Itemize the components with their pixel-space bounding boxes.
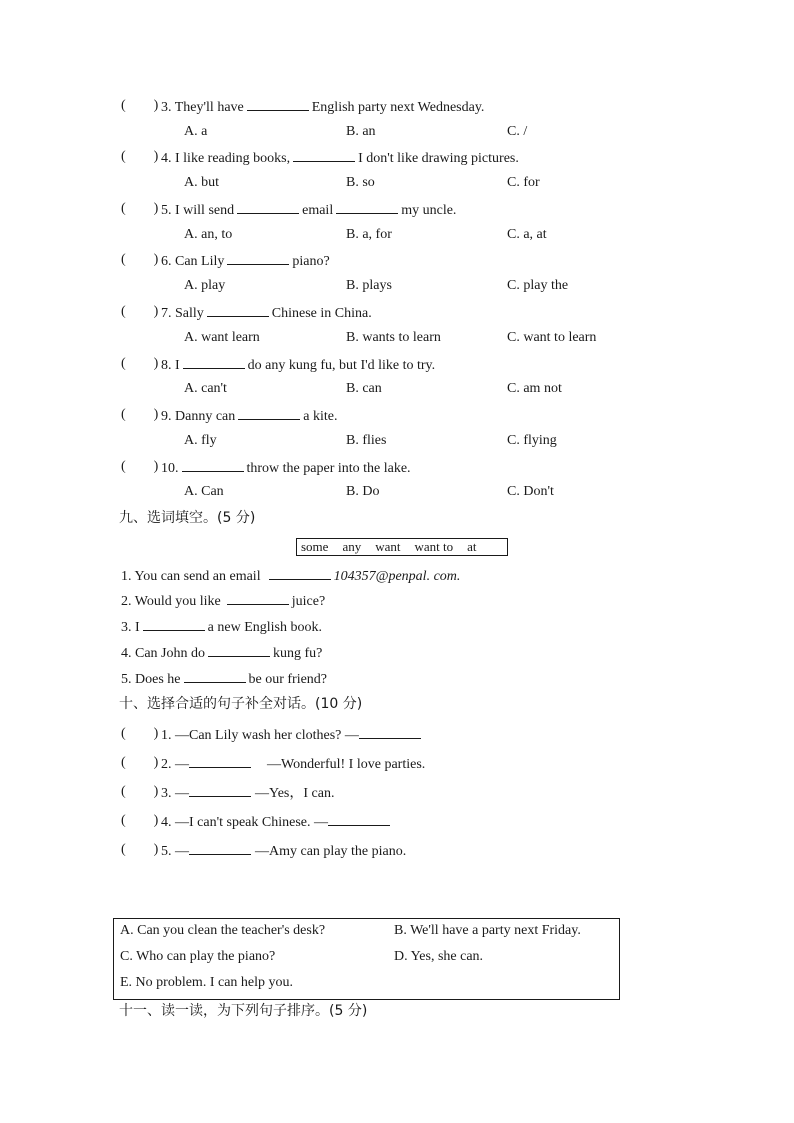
dialogue-item-1 <box>121 726 681 742</box>
question-5 <box>121 201 681 217</box>
word-bank-item: at <box>467 539 477 554</box>
answer-paren[interactable]: ( ) <box>121 201 159 216</box>
answer-blank[interactable] <box>189 842 251 855</box>
fill-item-2 <box>121 592 325 610</box>
option-c: C. a, at <box>507 227 547 242</box>
question-text: 4. I like reading books, <box>161 151 291 166</box>
dialogue-item-4 <box>121 813 681 829</box>
option-a: A. an, to <box>184 227 233 242</box>
answer-blank[interactable] <box>189 784 251 797</box>
answer-paren[interactable]: ( ) <box>121 304 159 319</box>
question-4 <box>121 149 681 165</box>
option-c: C. / <box>507 124 528 139</box>
answer-paren[interactable]: ( ) <box>121 755 159 770</box>
option-b: B. flies <box>346 433 387 448</box>
answer-blank[interactable] <box>189 755 251 768</box>
question-text: 10. <box>161 461 179 476</box>
word-bank-item: want to <box>414 539 454 554</box>
fill-item-tail: juice? <box>291 594 326 609</box>
answer-paren[interactable]: ( ) <box>121 356 159 371</box>
fill-item-text: 5. Does he <box>121 672 181 687</box>
option-a: A. a <box>184 124 208 139</box>
question-8 <box>121 356 681 372</box>
choice-d: D. Yes, she can. <box>394 949 484 964</box>
question-text-tail: piano? <box>292 254 330 269</box>
answer-blank[interactable] <box>269 567 331 580</box>
section-9-title: 九、选词填空。(5 分) <box>119 510 256 526</box>
option-a: A. can't <box>184 381 227 396</box>
answer-paren[interactable]: ( ) <box>121 726 159 741</box>
word-bank-item: want <box>375 539 401 554</box>
fill-item-tail: kung fu? <box>273 646 323 661</box>
fill-item-1 <box>121 567 460 585</box>
option-b: B. an <box>346 124 376 139</box>
option-b: B. Do <box>346 484 380 499</box>
fill-item-tail: a new English book. <box>207 620 322 635</box>
answer-blank[interactable] <box>184 670 246 683</box>
question-7 <box>121 304 681 320</box>
answer-paren[interactable]: ( ) <box>121 252 159 267</box>
option-c: C. Don't <box>507 484 554 499</box>
option-b: B. a, for <box>346 227 392 242</box>
question-text-tail: Chinese in China. <box>271 306 372 321</box>
choice-c: C. Who can play the piano? <box>120 949 276 964</box>
fill-item-tail: be our friend? <box>248 672 328 687</box>
option-a: A. but <box>184 175 219 190</box>
option-a: A. Can <box>184 484 224 499</box>
fill-item-3 <box>121 618 322 636</box>
dialogue-text: 4. —I can't speak Chinese. — <box>161 815 328 830</box>
choice-b: B. We'll have a party next Friday. <box>394 923 581 938</box>
answer-blank[interactable] <box>183 356 245 369</box>
fill-item-tail: 104357@penpal. com. <box>333 569 461 584</box>
option-c: C. am not <box>507 381 562 396</box>
question-text-tail: my uncle. <box>401 203 457 218</box>
fill-item-text: 3. I <box>121 620 140 635</box>
answer-paren[interactable]: ( ) <box>121 842 159 857</box>
answer-blank[interactable] <box>359 726 421 739</box>
question-text: 3. They'll have <box>161 100 244 115</box>
answer-paren[interactable]: ( ) <box>121 407 159 422</box>
option-c: C. flying <box>507 433 557 448</box>
question-3 <box>121 98 681 114</box>
fill-item-5 <box>121 670 327 688</box>
option-a: A. play <box>184 278 226 293</box>
question-text: 8. I <box>161 358 180 373</box>
fill-item-4 <box>121 644 322 662</box>
option-b: B. so <box>346 175 375 190</box>
dialogue-item-2 <box>121 755 681 771</box>
answer-blank[interactable] <box>237 201 299 214</box>
answer-paren[interactable]: ( ) <box>121 459 159 474</box>
answer-blank[interactable] <box>336 201 398 214</box>
answer-blank[interactable] <box>182 459 244 472</box>
question-text-tail: a kite. <box>303 409 338 424</box>
answer-paren[interactable]: ( ) <box>121 98 159 113</box>
dialogue-tail: —Amy can play the piano. <box>255 844 407 859</box>
answer-blank[interactable] <box>207 304 269 317</box>
question-text: 5. I will send <box>161 203 235 218</box>
option-c: C. play the <box>507 278 569 293</box>
section-10-title: 十、选择合适的句子补全对话。(10 分) <box>119 696 363 712</box>
section-11-title: 十一、读一读，为下列句子排序。(5 分) <box>119 1003 368 1019</box>
dialogue-tail: —Wonderful! I love parties. <box>267 757 426 772</box>
question-text: 9. Danny can <box>161 409 236 424</box>
question-text-mid: email <box>302 203 334 218</box>
fill-item-text: 4. Can John do <box>121 646 205 661</box>
answer-blank[interactable] <box>227 252 289 265</box>
question-6 <box>121 252 681 268</box>
dialogue-tail: —Yes，I can. <box>255 786 335 801</box>
question-text: 6. Can Lily <box>161 254 225 269</box>
word-bank-box <box>296 538 508 556</box>
dialogue-text: 2. — <box>161 757 189 772</box>
answer-blank[interactable] <box>247 98 309 111</box>
question-text-tail: I don't like drawing pictures. <box>358 151 519 166</box>
dialogue-item-3 <box>121 784 681 800</box>
option-b: B. wants to learn <box>346 330 441 345</box>
answer-blank[interactable] <box>143 618 205 631</box>
answer-blank[interactable] <box>238 407 300 420</box>
question-text: 7. Sally <box>161 306 204 321</box>
answer-blank[interactable] <box>328 813 390 826</box>
question-10 <box>121 459 681 475</box>
option-b: B. plays <box>346 278 392 293</box>
word-bank-item: any <box>342 539 362 554</box>
dialogue-text: 1. —Can Lily wash her clothes? — <box>161 728 359 743</box>
question-text-tail: English party next Wednesday. <box>311 100 485 115</box>
answer-paren[interactable]: ( ) <box>121 149 159 164</box>
option-b: B. can <box>346 381 382 396</box>
word-bank-item: some <box>301 539 329 554</box>
option-c: C. want to learn <box>507 330 597 345</box>
question-text-tail: throw the paper into the lake. <box>246 461 411 476</box>
option-a: A. want learn <box>184 330 260 345</box>
answer-paren[interactable]: ( ) <box>121 784 159 799</box>
question-9 <box>121 407 681 423</box>
dialogue-text: 5. — <box>161 844 189 859</box>
question-text-tail: do any kung fu, but I'd like to try. <box>247 358 436 373</box>
answer-blank[interactable] <box>293 149 355 162</box>
fill-item-text: 1. You can send an email <box>121 569 261 584</box>
option-a: A. fly <box>184 433 217 448</box>
answer-blank[interactable] <box>227 592 289 605</box>
answer-paren[interactable]: ( ) <box>121 813 159 828</box>
option-c: C. for <box>507 175 540 190</box>
answer-blank[interactable] <box>208 644 270 657</box>
choice-e: E. No problem. I can help you. <box>120 975 294 990</box>
choice-a: A. Can you clean the teacher's desk? <box>120 923 326 938</box>
answer-choices-box <box>113 918 620 1000</box>
dialogue-text: 3. — <box>161 786 189 801</box>
dialogue-item-5 <box>121 842 681 858</box>
fill-item-text: 2. Would you like <box>121 594 221 609</box>
